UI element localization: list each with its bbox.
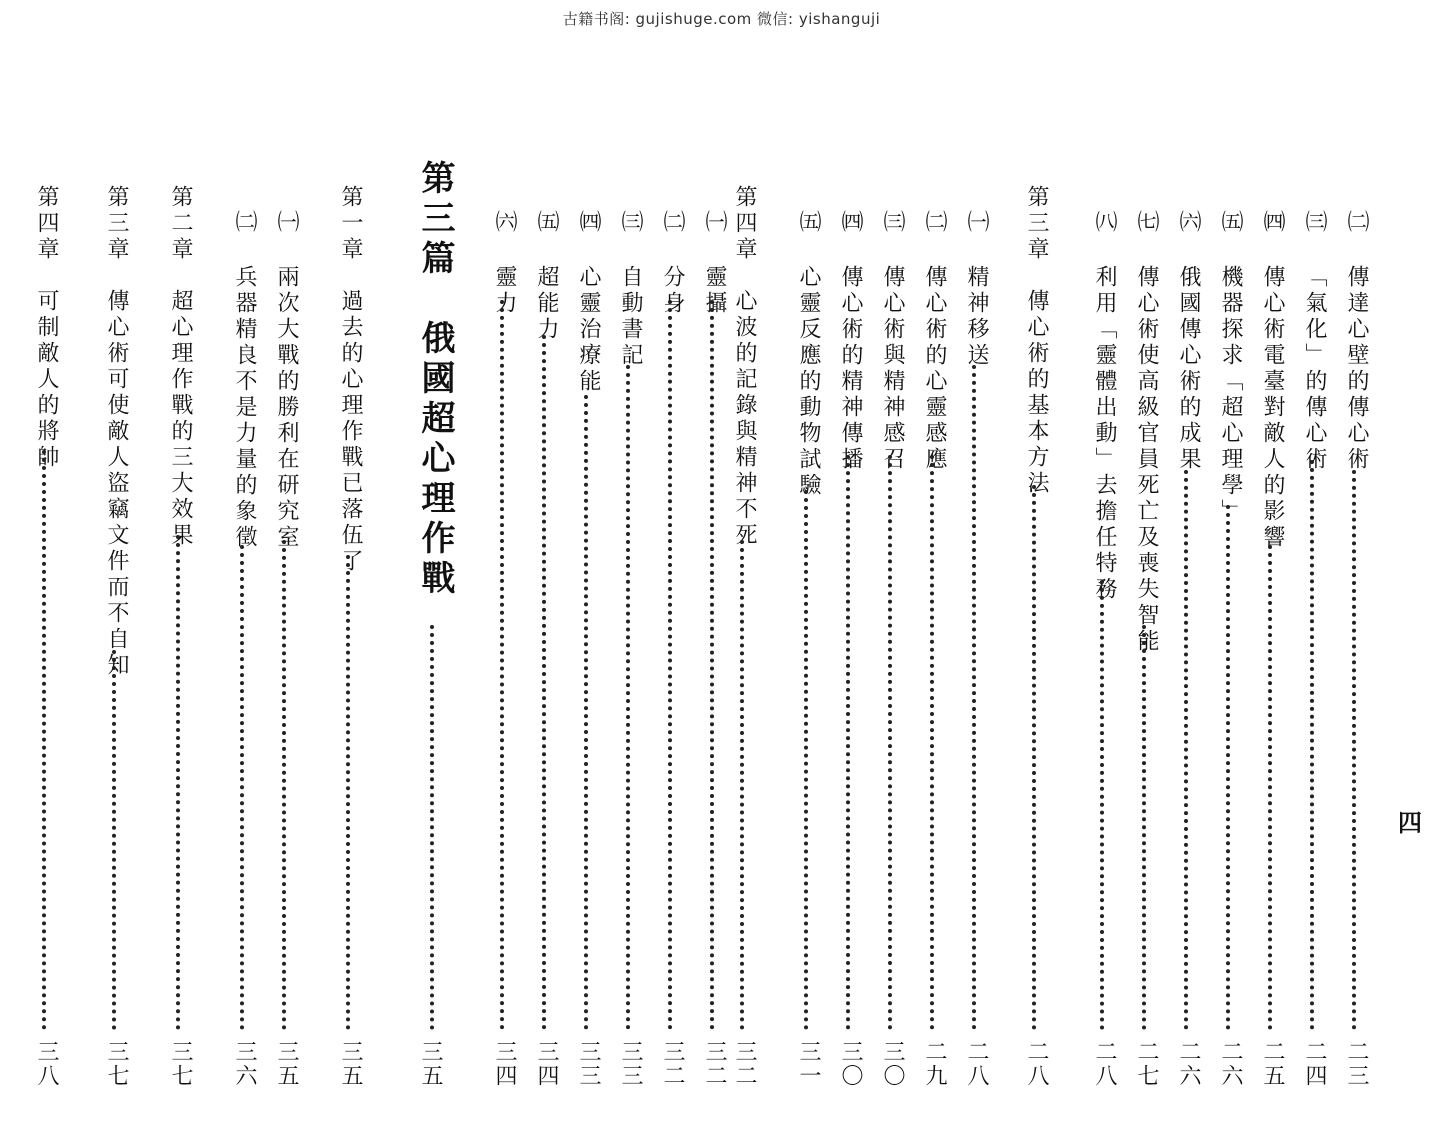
toc-entry (698, 0, 730, 1137)
toc-entry (614, 0, 646, 1137)
toc-entry (530, 0, 562, 1137)
dot-leader (1226, 505, 1230, 1030)
entry-page: 三六 (232, 1040, 257, 1088)
toc-entry (834, 0, 866, 1137)
entry-title: ㈢ 「氣化」的傳心術 (1302, 210, 1327, 473)
entry-title: ㈧ 利用「靈體出動」去擔任特務 (1092, 210, 1117, 603)
part-title: 第三篇 俄國超心理作戰 (415, 160, 455, 600)
dot-leader (282, 540, 286, 1030)
entry-page: 三七 (168, 1040, 193, 1088)
entry-title: ㈢ 傳心術與精神感召 (880, 210, 905, 473)
entry-title: 第四章 可制敵人的將帥 (34, 185, 59, 471)
entry-page: 二六 (1218, 1040, 1243, 1088)
toc-entry (1340, 0, 1372, 1137)
page-number: 四 (1398, 808, 1422, 837)
dot-leader (42, 450, 46, 1030)
dot-leader (346, 555, 350, 1030)
toc-entry (164, 0, 196, 1137)
entry-title: ㈡ 分身 (660, 210, 685, 317)
entry-page: 三二 (660, 1040, 685, 1088)
entry-page: 三三 (618, 1040, 643, 1088)
toc-entry (270, 0, 302, 1137)
dot-leader (176, 535, 180, 1030)
entry-title: ㈡ 傳心術的心靈感應 (922, 210, 947, 473)
entry-page: 三四 (492, 1040, 517, 1088)
entry-page: 二三 (1344, 1040, 1369, 1088)
entry-page: 二九 (922, 1040, 947, 1088)
watermark: 古籍书阁: gujishuge.com 微信: yishanguji (562, 10, 881, 28)
entry-title: ㈥ 俄國傳心術的成果 (1176, 210, 1201, 473)
entry-title: ㈡ 傳達心壁的傳心術 (1344, 210, 1369, 473)
entry-page: 二八 (1024, 1040, 1049, 1088)
toc-entry (30, 0, 62, 1137)
entry-title: ㈡ 兵器精良不是力量的象徵 (232, 210, 257, 551)
dot-leader (1310, 460, 1314, 1030)
entry-page: 三三 (576, 1040, 601, 1088)
dot-leader (972, 365, 976, 1030)
dot-leader (1100, 580, 1104, 1030)
dot-leader (626, 365, 630, 1030)
entry-title: 第三章 傳心術的基本方法 (1024, 185, 1049, 497)
entry-title: ㈣ 心靈治療能 (576, 210, 601, 395)
dot-leader (584, 395, 588, 1030)
dot-leader (1032, 485, 1036, 1030)
dot-leader (1268, 545, 1272, 1030)
toc-entry (572, 0, 604, 1137)
entry-title: ㈠ 兩次大戰的勝利在研究室 (274, 210, 299, 551)
dot-leader (930, 455, 934, 1030)
dot-leader (740, 540, 744, 1030)
entry-title: 第一章 過去的心理作戰已落伍了 (338, 185, 363, 575)
entry-page: 二八 (964, 1040, 989, 1088)
dot-leader (430, 625, 434, 1030)
dot-leader (1184, 470, 1188, 1030)
entry-page: 三二 (702, 1040, 727, 1088)
entry-title: ㈠ 精神移送 (964, 210, 989, 369)
toc-entry (1298, 0, 1330, 1137)
toc-entry (1020, 0, 1052, 1137)
entry-title: ㈣ 傳心術的精神傳播 (838, 210, 863, 473)
entry-title: ㈠ 靈攝 (702, 210, 727, 317)
dot-leader (112, 650, 116, 1030)
toc-entry (728, 0, 760, 1137)
entry-page: 二五 (1260, 1040, 1285, 1088)
entry-title: ㈤ 機器探求「超心理學」 (1218, 210, 1243, 525)
dot-leader (710, 300, 714, 1030)
entry-title: 第二章 超心理作戰的三大效果 (168, 185, 193, 549)
toc-entry (960, 0, 992, 1137)
toc-entry (488, 0, 520, 1137)
entry-title: ㈣ 傳心術電臺對敵人的影響 (1260, 210, 1285, 551)
toc-entry (876, 0, 908, 1137)
dot-leader (1142, 625, 1146, 1030)
entry-page: 三四 (534, 1040, 559, 1088)
toc-entry (1088, 0, 1120, 1137)
entry-page: 三一 (796, 1040, 821, 1088)
entry-page: 三〇 (838, 1040, 863, 1088)
toc-entry (918, 0, 950, 1137)
toc-entry (1130, 0, 1162, 1137)
entry-page: 三二 (732, 1040, 757, 1088)
entry-title: 第三章 傳心術可使敵人盜竊文件而不自知 (104, 185, 129, 679)
dot-leader (888, 455, 892, 1030)
entry-page: 二四 (1302, 1040, 1327, 1088)
entry-title: ㈦ 傳心術使高級官員死亡及喪失智能 (1134, 210, 1159, 655)
entry-title: ㈤ 超能力 (534, 210, 559, 343)
toc-entry (1172, 0, 1204, 1137)
entry-title: ㈥ 靈力 (492, 210, 517, 317)
toc-entry (100, 0, 132, 1137)
entry-page: 三〇 (880, 1040, 905, 1088)
entry-title: ㈢ 自動書記 (618, 210, 643, 369)
dot-leader (668, 300, 672, 1030)
entry-page: 三五 (418, 1040, 443, 1088)
entry-page: 二七 (1134, 1040, 1159, 1088)
entry-page: 三五 (338, 1040, 363, 1088)
toc-entry (656, 0, 688, 1137)
dot-leader (240, 545, 244, 1030)
entry-title: 第四章 心波的記錄與精神不死 (732, 185, 757, 549)
dot-leader (500, 300, 504, 1030)
dot-leader (804, 490, 808, 1030)
entry-page: 三七 (104, 1040, 129, 1088)
entry-page: 三八 (34, 1040, 59, 1088)
toc-entry (228, 0, 260, 1137)
toc-entry (792, 0, 824, 1137)
entry-title: ㈤ 心靈反應的動物試驗 (796, 210, 821, 499)
dot-leader (542, 335, 546, 1030)
dot-leader (1352, 470, 1356, 1030)
toc-entry (1256, 0, 1288, 1137)
toc-entry (334, 0, 366, 1137)
dot-leader (846, 455, 850, 1030)
entry-page: 二八 (1092, 1040, 1117, 1088)
entry-page: 二六 (1176, 1040, 1201, 1088)
toc-entry (1214, 0, 1246, 1137)
toc-part-entry (414, 0, 456, 1137)
entry-page: 三五 (274, 1040, 299, 1088)
